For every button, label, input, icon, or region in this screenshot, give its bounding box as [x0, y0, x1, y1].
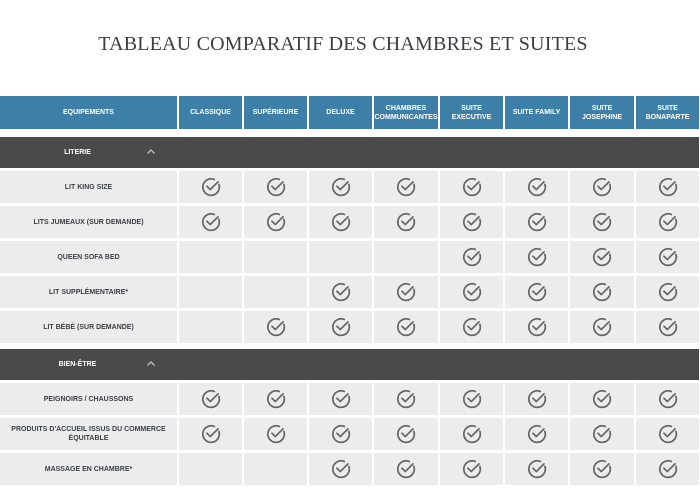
check-circle-icon	[461, 388, 483, 410]
check-circle-icon	[200, 423, 222, 445]
header-equipments: EQUIPEMENTS	[0, 96, 177, 129]
check-circle-icon	[265, 211, 287, 233]
feature-cell-available	[244, 383, 307, 415]
feature-cell-available	[505, 241, 568, 273]
check-circle-icon	[657, 211, 679, 233]
check-circle-icon	[657, 281, 679, 303]
check-circle-icon	[330, 388, 352, 410]
feature-label: LITS JUMEAUX (SUR DEMANDE)	[0, 206, 177, 238]
feature-label: PRODUITS D'ACCUEIL ISSUS DU COMMERCE ÉQUITABLE	[0, 418, 177, 450]
check-circle-icon	[395, 211, 417, 233]
feature-cell-available	[570, 276, 634, 308]
feature-cell-available	[374, 311, 438, 343]
check-circle-icon	[657, 176, 679, 198]
feature-cell-available	[440, 276, 503, 308]
check-circle-icon	[200, 211, 222, 233]
check-circle-icon	[591, 176, 613, 198]
feature-cell-empty	[244, 453, 307, 485]
feature-cell-available	[440, 171, 503, 203]
chevron-up-icon[interactable]	[146, 359, 156, 369]
header-room-deluxe: DELUXE	[309, 96, 372, 129]
feature-cell-available	[309, 206, 372, 238]
feature-cell-available	[244, 311, 307, 343]
feature-cell-empty	[309, 241, 372, 273]
feature-label: PEIGNOIRS / CHAUSSONS	[0, 383, 177, 415]
feature-cell-available	[570, 311, 634, 343]
feature-cell-available	[244, 171, 307, 203]
feature-cell-available	[374, 453, 438, 485]
feature-cell-available	[440, 206, 503, 238]
feature-cell-empty	[179, 241, 242, 273]
check-circle-icon	[395, 281, 417, 303]
feature-cell-empty	[179, 453, 242, 485]
feature-cell-available	[636, 171, 699, 203]
feature-label: LIT SUPPLÉMENTAIRE*	[0, 276, 177, 308]
section-header[interactable]	[0, 349, 699, 380]
feature-label: LIT BÉBÉ (SUR DEMANDE)	[0, 311, 177, 343]
check-circle-icon	[461, 316, 483, 338]
feature-cell-empty	[244, 241, 307, 273]
check-circle-icon	[591, 423, 613, 445]
check-circle-icon	[200, 388, 222, 410]
section-label: LITERIE	[64, 149, 91, 156]
check-circle-icon	[591, 281, 613, 303]
feature-cell-available	[505, 206, 568, 238]
feature-cell-available	[179, 383, 242, 415]
header-room-suite-bonaparte: SUITE BONAPARTE	[636, 96, 699, 129]
feature-label: QUEEN SOFA BED	[0, 241, 177, 273]
feature-cell-available	[505, 418, 568, 450]
check-circle-icon	[265, 423, 287, 445]
check-circle-icon	[591, 458, 613, 480]
feature-cell-available	[505, 311, 568, 343]
header-room-suite-family: SUITE FAMILY	[505, 96, 568, 129]
feature-cell-available	[570, 171, 634, 203]
feature-cell-available	[309, 276, 372, 308]
feature-cell-available	[636, 206, 699, 238]
check-circle-icon	[591, 246, 613, 268]
feature-cell-available	[570, 418, 634, 450]
feature-cell-available	[179, 418, 242, 450]
feature-cell-available	[570, 453, 634, 485]
feature-cell-available	[570, 206, 634, 238]
feature-cell-empty	[374, 241, 438, 273]
chevron-up-icon[interactable]	[146, 147, 156, 157]
feature-cell-available	[636, 453, 699, 485]
check-circle-icon	[265, 176, 287, 198]
feature-cell-empty	[179, 311, 242, 343]
feature-cell-available	[440, 453, 503, 485]
check-circle-icon	[461, 211, 483, 233]
feature-cell-available	[374, 418, 438, 450]
section-header[interactable]	[0, 137, 699, 168]
check-circle-icon	[395, 316, 417, 338]
comparison-table	[0, 96, 700, 485]
check-circle-icon	[395, 458, 417, 480]
feature-cell-available	[636, 418, 699, 450]
feature-cell-available	[440, 311, 503, 343]
check-circle-icon	[461, 176, 483, 198]
feature-cell-available	[505, 276, 568, 308]
feature-cell-available	[309, 418, 372, 450]
check-circle-icon	[526, 176, 548, 198]
check-circle-icon	[461, 458, 483, 480]
check-circle-icon	[330, 316, 352, 338]
check-circle-icon	[657, 316, 679, 338]
feature-cell-available	[636, 311, 699, 343]
header-room-suite-executive: SUITE EXECUTIVE	[440, 96, 503, 129]
feature-cell-available	[570, 241, 634, 273]
feature-cell-available	[636, 276, 699, 308]
check-circle-icon	[526, 281, 548, 303]
feature-cell-available	[374, 276, 438, 308]
header-room-suite-josephine: SUITE JOSEPHINE	[570, 96, 634, 129]
check-circle-icon	[395, 388, 417, 410]
check-circle-icon	[461, 281, 483, 303]
check-circle-icon	[330, 176, 352, 198]
page-title: TABLEAU COMPARATIF DES CHAMBRES ET SUITES	[98, 33, 588, 55]
feature-cell-available	[309, 383, 372, 415]
header-room-communicantes: CHAMBRES COMMUNICANTES	[374, 96, 438, 129]
check-circle-icon	[265, 316, 287, 338]
feature-cell-available	[244, 206, 307, 238]
feature-cell-available	[179, 206, 242, 238]
check-circle-icon	[526, 211, 548, 233]
feature-cell-available	[309, 171, 372, 203]
check-circle-icon	[657, 388, 679, 410]
check-circle-icon	[526, 423, 548, 445]
feature-cell-available	[440, 241, 503, 273]
feature-cell-available	[570, 383, 634, 415]
check-circle-icon	[330, 281, 352, 303]
check-circle-icon	[657, 423, 679, 445]
feature-cell-available	[179, 171, 242, 203]
feature-cell-empty	[244, 276, 307, 308]
check-circle-icon	[330, 423, 352, 445]
check-circle-icon	[395, 423, 417, 445]
feature-cell-empty	[179, 276, 242, 308]
check-circle-icon	[461, 246, 483, 268]
feature-cell-available	[309, 453, 372, 485]
check-circle-icon	[330, 458, 352, 480]
check-circle-icon	[461, 423, 483, 445]
feature-cell-available	[374, 383, 438, 415]
feature-cell-available	[636, 383, 699, 415]
feature-cell-available	[505, 383, 568, 415]
feature-cell-available	[505, 171, 568, 203]
check-circle-icon	[200, 176, 222, 198]
section-spacer	[0, 129, 699, 137]
feature-cell-available	[636, 241, 699, 273]
check-circle-icon	[591, 211, 613, 233]
check-circle-icon	[526, 458, 548, 480]
header-room-superieure: SUPÉRIEURE	[244, 96, 307, 129]
check-circle-icon	[657, 458, 679, 480]
feature-cell-available	[374, 171, 438, 203]
check-circle-icon	[526, 246, 548, 268]
check-circle-icon	[526, 316, 548, 338]
header-room-classique: CLASSIQUE	[179, 96, 242, 129]
feature-cell-available	[309, 311, 372, 343]
feature-cell-available	[244, 418, 307, 450]
check-circle-icon	[591, 316, 613, 338]
feature-cell-available	[440, 383, 503, 415]
check-circle-icon	[591, 388, 613, 410]
check-circle-icon	[526, 388, 548, 410]
feature-cell-available	[374, 206, 438, 238]
check-circle-icon	[265, 388, 287, 410]
feature-label: LIT KING SIZE	[0, 171, 177, 203]
feature-label: MASSAGE EN CHAMBRE*	[0, 453, 177, 485]
section-label: BIEN-ÊTRE	[58, 361, 97, 368]
check-circle-icon	[657, 246, 679, 268]
feature-cell-available	[440, 418, 503, 450]
check-circle-icon	[330, 211, 352, 233]
check-circle-icon	[395, 176, 417, 198]
feature-cell-available	[505, 453, 568, 485]
